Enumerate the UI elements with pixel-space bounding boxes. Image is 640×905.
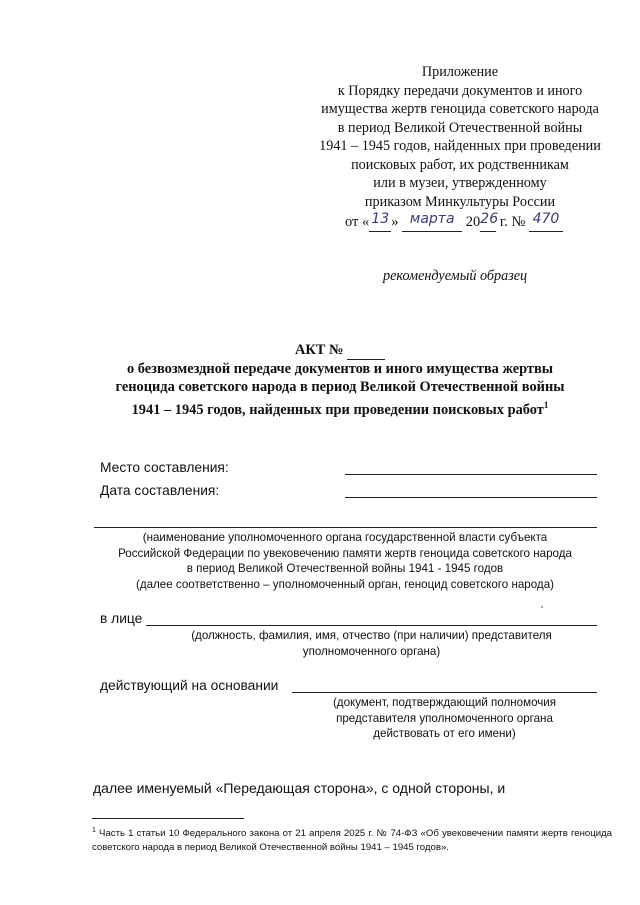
person-field[interactable] [146,625,597,626]
appendix-line: Приложение [421,64,499,80]
order-date-number [345,211,563,232]
order-prefix: от « [345,214,370,230]
person-label: в лице [100,611,143,626]
sample-label: рекомендуемый образец [383,268,528,284]
act-title-line-last: 1941 – 1945 годов, найденных при проведении поисковых работ$^1$ [131,400,549,418]
appendix-line: или в музеи, утвержденному [373,175,547,191]
order-year-suffix: 26 [480,214,496,232]
footnote-reference: 1 [543,400,549,410]
scan-speck [541,606,543,608]
act-title-number: АКТ № [60,341,620,360]
order-month: марта [402,214,462,232]
basis-field[interactable] [292,692,597,693]
transferring-party-text: далее именуемый «Передающая сторона», с одной стороны, и [93,780,506,796]
appendix-line: 1941 – 1945 годов, найденных при проведении [319,138,601,154]
order-day-close: » [391,214,403,230]
person-caption: (должность, фамилия, имя, отчество (при наличии) представителя уполномоченного органа) [191,629,552,658]
appendix-line: поисковых работ, их родственникам [351,156,569,173]
act-title [60,360,620,419]
date-field[interactable] [345,497,597,498]
footnote-mark: 1 [92,827,96,834]
order-year-prefix: 20 [462,214,481,230]
appendix-line: к Порядку передачи документов и иного [337,82,583,99]
appendix-block [300,63,620,211]
place-field[interactable] [345,474,597,475]
appendix-line: в период Великой Отечественной войны [337,119,583,136]
act-title-line: о безвозмездной передаче документов и иного имущества жертвы [127,361,553,377]
footnote-divider [92,818,244,819]
act-title-line: геноцида советского народа в период Великой Отечественной войны [115,379,565,395]
appendix-line: имущества жертв геноцида советского народа [321,101,599,117]
act-number-blank [347,341,385,360]
authority-field[interactable] [94,527,597,528]
order-day: 13 [369,214,391,232]
basis-label: действующий на основании [100,678,279,693]
place-label: Место составления: [100,460,229,475]
footnote-text: Часть 1 статьи 10 Федерального закона от 21 апреля 2025 г. № 74-ФЗ «Об увековечении памяти жертв геноцида советского народа в период Великой Отечественной войны 1941 – 1945 годов». [92,828,612,854]
footnote [92,824,612,855]
order-number: 470 [529,214,563,232]
basis-caption: (документ, подтверждающий полномочия представителя уполномоченного органа действовать от его имени) [332,696,557,740]
order-year-label: г. № [496,214,529,230]
appendix-line: приказом Минкультуры России [364,193,556,210]
authority-caption: (наименование уполномоченного органа государственной власти субъекта Российской Федерации по увековечению памяти жертв геноцида советского народа в период Великой Отечественной войны 1941 - 1945 годов (далее соответственно – уполномоченный орган, геноцид советского народа) [118,531,572,591]
date-label: Дата составления: [100,483,220,498]
